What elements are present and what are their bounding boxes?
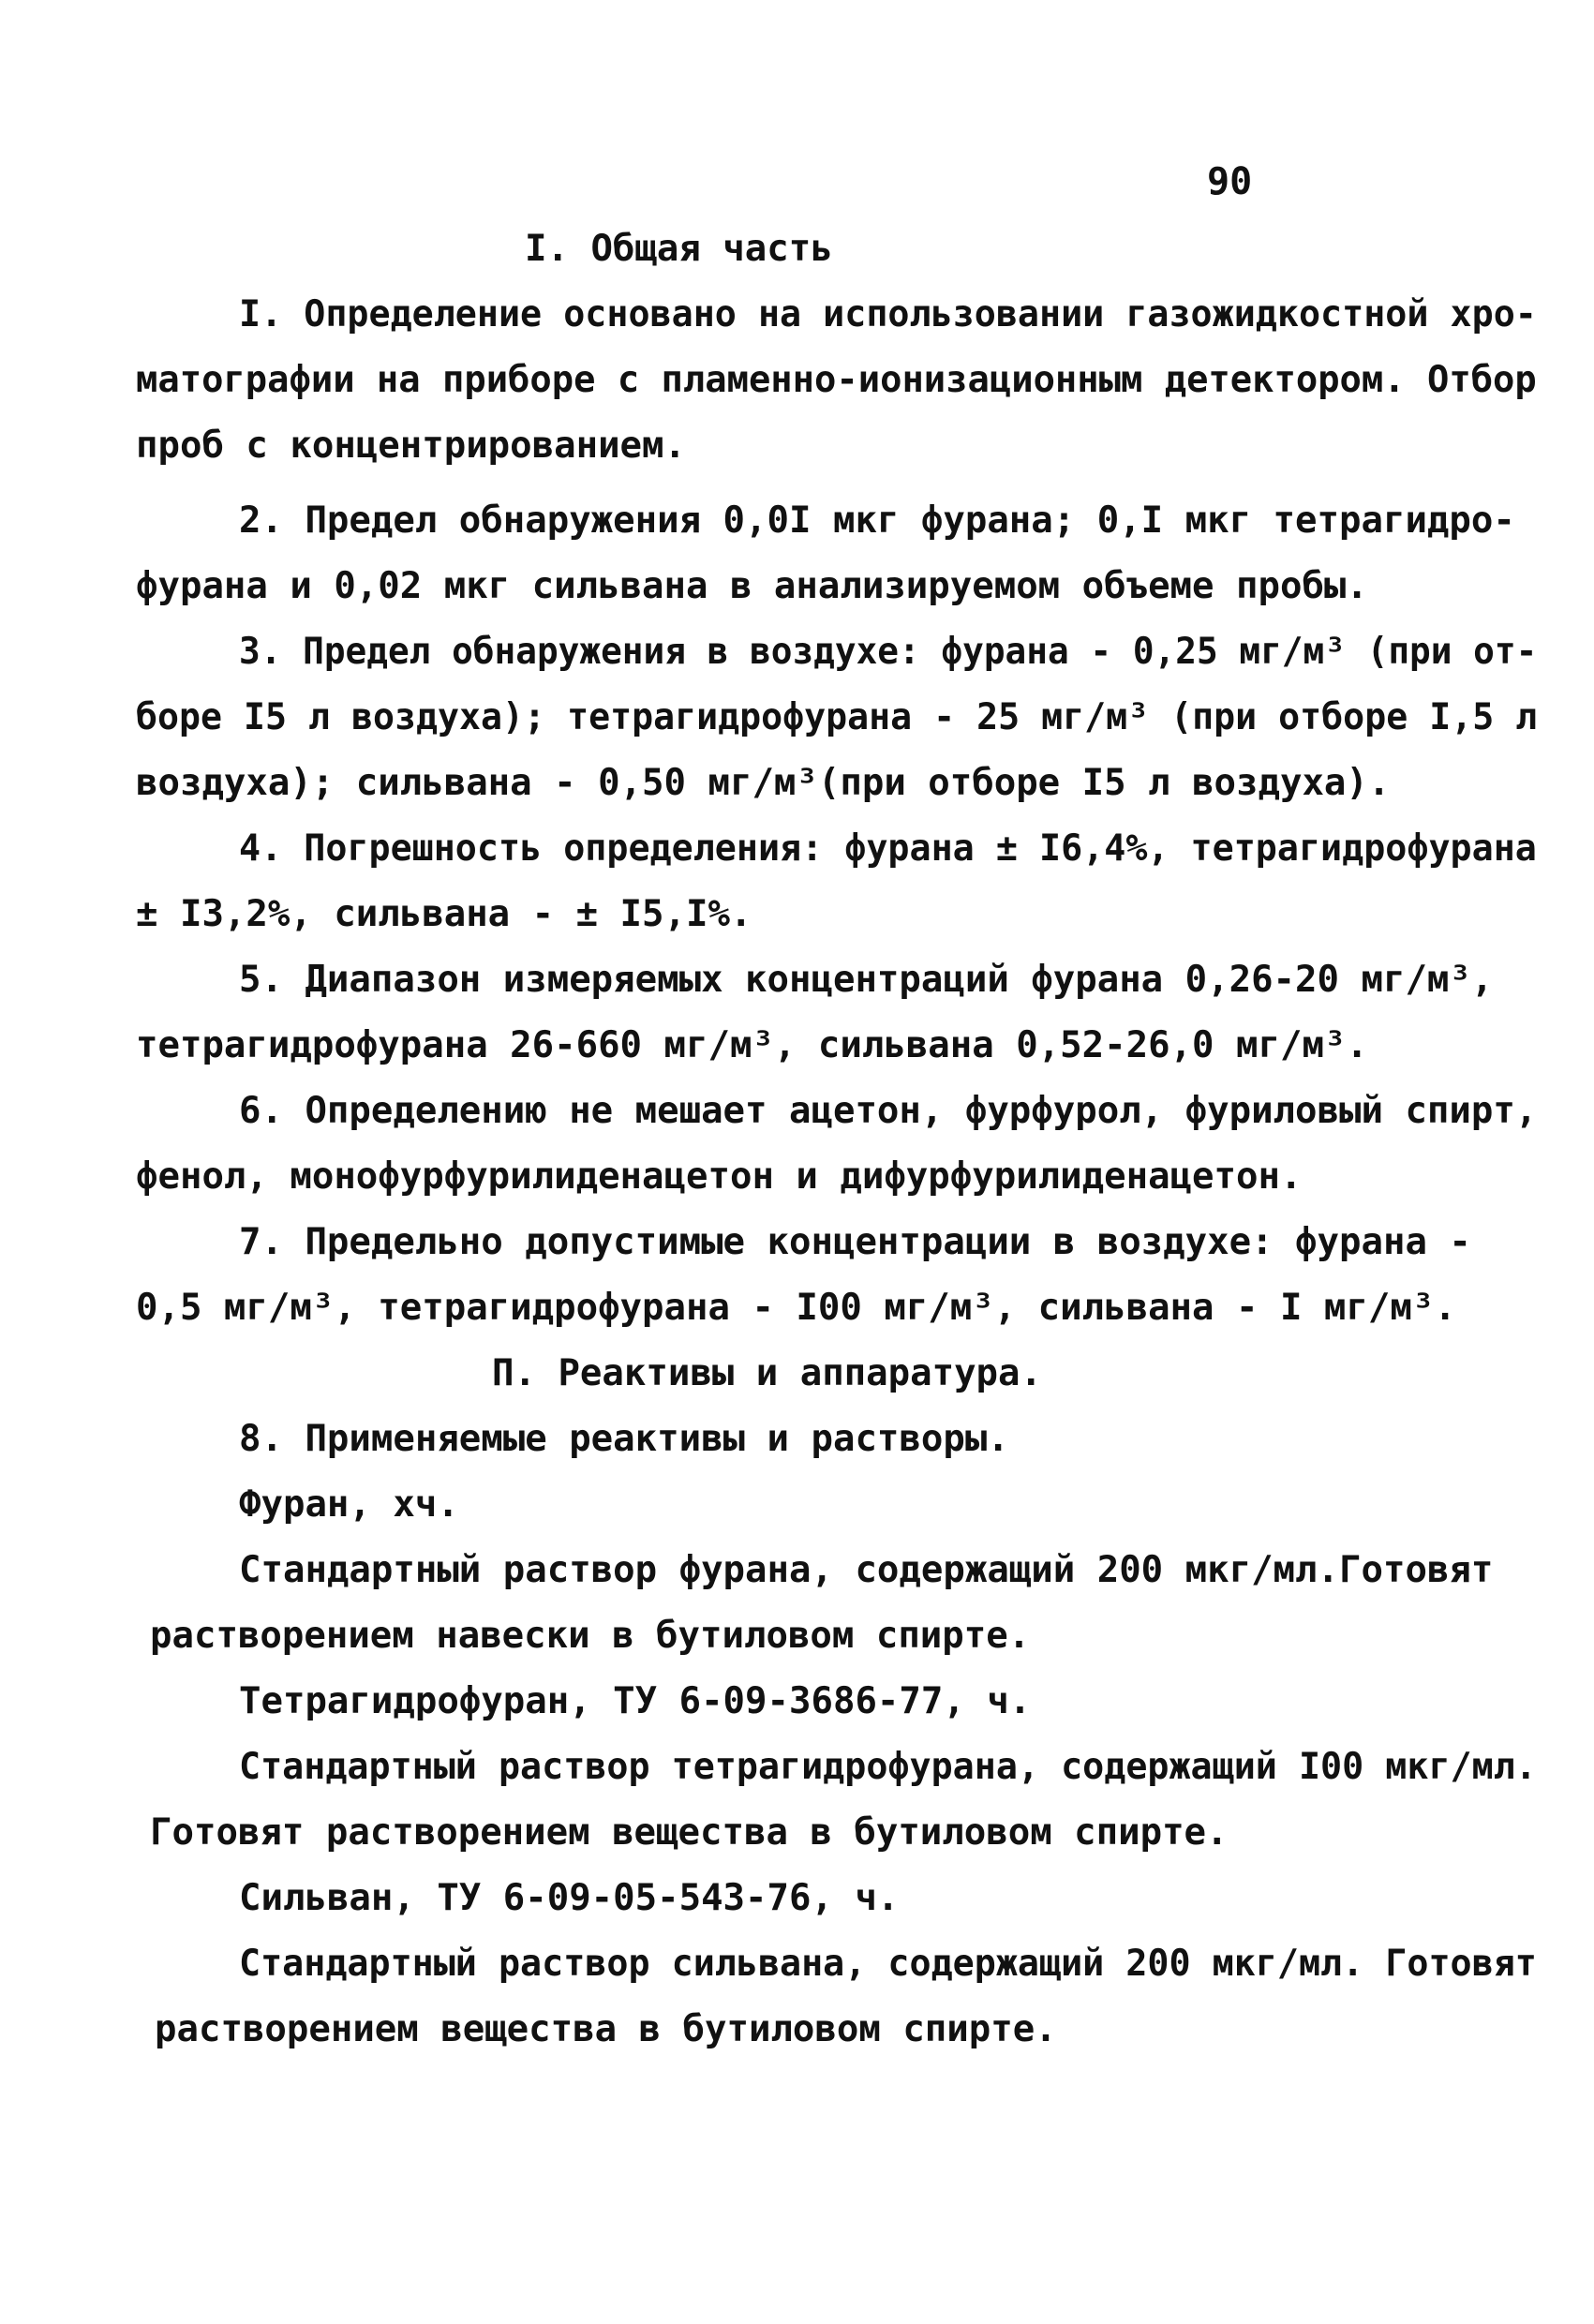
section-heading-general: I. Общая часть xyxy=(525,228,833,270)
paragraph-line: Фуран, хч. xyxy=(239,1483,459,1526)
section-heading-reagents: П. Реактивы и аппаратура. xyxy=(492,1352,1042,1394)
paragraph-line: фурана и 0,02 мкг сильвана в анализируемом объеме пробы. xyxy=(136,565,1368,607)
paragraph-line: Сильван, ТУ 6-09-05-543-76, ч. xyxy=(239,1877,900,1919)
paragraph-line: 6. Определению не мешает ацетон, фурфурол, фуриловый спирт, xyxy=(239,1090,1538,1132)
paragraph-line: Тетрагидрофуран, ТУ 6-09-3686-77, ч. xyxy=(239,1680,1032,1722)
paragraph-line: 7. Предельно допустимые концентрации в воздухе: фурана - xyxy=(239,1221,1471,1263)
paragraph-line: 0,5 мг/м³, тетрагидрофурана - I00 мг/м³, сильвана - I мг/м³. xyxy=(136,1287,1456,1329)
paragraph-line: тетрагидрофурана 26-660 мг/м³, сильвана 0,52-26,0 мг/м³. xyxy=(136,1024,1368,1066)
paragraph-line: матографии на приборе с пламенно-ионизационным детектором. Отбор xyxy=(136,359,1537,401)
paragraph-line: Стандартный раствор тетрагидрофурана, содержащий I00 мкг/мл. xyxy=(239,1746,1537,1788)
paragraph-line: растворением вещества в бутиловом спирте. xyxy=(155,2008,1057,2050)
page-number: 90 xyxy=(1207,160,1253,203)
paragraph-line: 3. Предел обнаружения в воздухе: фурана - 0,25 мг/м³ (при от- xyxy=(239,631,1538,673)
paragraph-line: 5. Диапазон измеряемых концентраций фурана 0,26-20 мг/м³, xyxy=(239,959,1494,1001)
paragraph-line: I. Определение основано на использовании газожидкостной хро- xyxy=(239,293,1537,335)
paragraph-line: Стандартный раствор сильвана, содержащий 200 мкг/мл. Готовят xyxy=(239,1943,1537,1985)
paragraph-line: проб с концентрированием. xyxy=(136,425,686,467)
paragraph-line: фенол, монофурфурилиденацетон и дифурфурилиденацетон. xyxy=(136,1155,1303,1198)
paragraph-line: 8. Применяемые реактивы и растворы. xyxy=(239,1418,1009,1460)
paragraph-line: Стандартный раствор фурана, содержащий 200 мкг/мл.Готовят xyxy=(239,1549,1494,1591)
paragraph-line: Готовят растворением вещества в бутиловом спирте. xyxy=(150,1811,1229,1854)
paragraph-line: боре I5 л воздуха); тетрагидрофурана - 25 мг/м³ (при отборе I,5 л xyxy=(136,696,1538,738)
paragraph-line: растворением навески в бутиловом спирте. xyxy=(150,1615,1031,1657)
paragraph-line: 4. Погрешность определения: фурана ± I6,4%, тетрагидрофурана xyxy=(239,827,1537,870)
paragraph-line: 2. Предел обнаружения 0,0I мкг фурана; 0,I мкг тетрагидро- xyxy=(239,499,1515,542)
paragraph-line: воздуха); сильвана - 0,50 мг/м³(при отборе I5 л воздуха). xyxy=(136,762,1391,804)
paragraph-line: ± I3,2%, сильвана - ± I5,I%. xyxy=(136,893,752,935)
